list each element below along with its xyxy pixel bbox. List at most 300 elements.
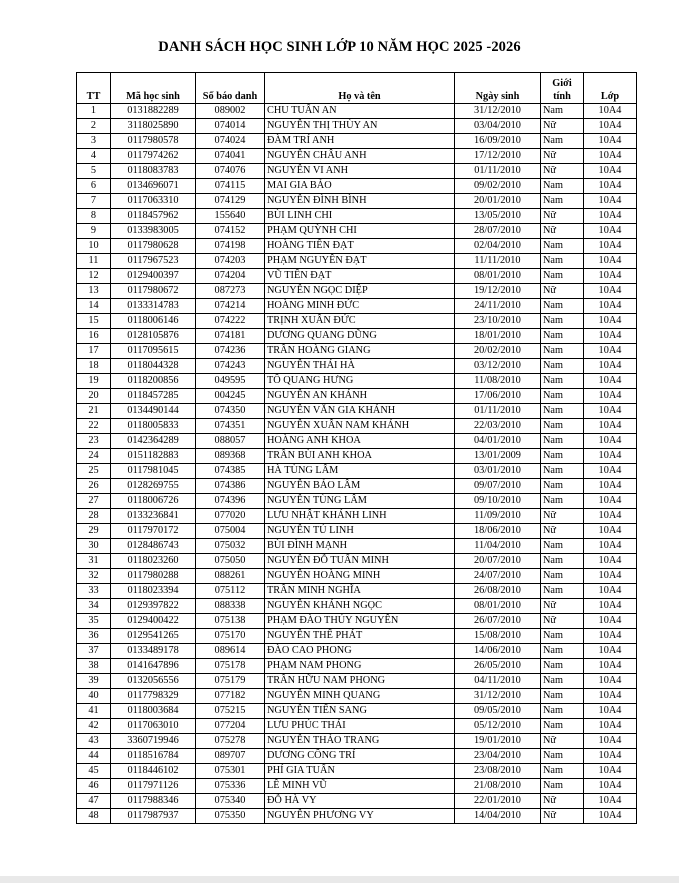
table-row xyxy=(77,719,637,734)
table-row xyxy=(77,524,637,539)
table-row xyxy=(77,419,637,434)
cell-class: 10A4 xyxy=(584,344,637,359)
table-row xyxy=(77,284,637,299)
cell-student-id: 0118083783 xyxy=(111,164,196,179)
cell-full-name: ĐỖ HÀ VY xyxy=(265,794,455,809)
cell-student-id: 0117967523 xyxy=(111,254,196,269)
cell-date-of-birth: 17/12/2010 xyxy=(455,149,541,164)
cell-exam-number: 075032 xyxy=(196,539,265,554)
cell-full-name: NGUYỄN MINH QUANG xyxy=(265,689,455,704)
cell-tt: 5 xyxy=(77,164,111,179)
cell-date-of-birth: 31/12/2010 xyxy=(455,689,541,704)
cell-date-of-birth: 04/01/2010 xyxy=(455,434,541,449)
table-row xyxy=(77,134,637,149)
table-row xyxy=(77,734,637,749)
cell-class: 10A4 xyxy=(584,359,637,374)
cell-gender: Nam xyxy=(541,719,584,734)
cell-class: 10A4 xyxy=(584,809,637,824)
col-header-student-id: Mã học sinh xyxy=(111,73,196,104)
cell-full-name: NGUYỄN TÚ LINH xyxy=(265,524,455,539)
cell-full-name: PHẠM QUỲNH CHI xyxy=(265,224,455,239)
table-row xyxy=(77,569,637,584)
cell-tt: 39 xyxy=(77,674,111,689)
cell-exam-number: 074351 xyxy=(196,419,265,434)
cell-tt: 19 xyxy=(77,374,111,389)
cell-exam-number: 087273 xyxy=(196,284,265,299)
cell-exam-number: 089002 xyxy=(196,104,265,119)
cell-gender: Nam xyxy=(541,539,584,554)
cell-student-id: 0129400397 xyxy=(111,269,196,284)
cell-student-id: 0118516784 xyxy=(111,749,196,764)
cell-full-name: NGUYỄN PHƯƠNG VY xyxy=(265,809,455,824)
cell-student-id: 0117970172 xyxy=(111,524,196,539)
cell-full-name: NGUYỄN XUÂN NAM KHÁNH xyxy=(265,419,455,434)
cell-date-of-birth: 28/07/2010 xyxy=(455,224,541,239)
cell-student-id: 0118023394 xyxy=(111,584,196,599)
cell-date-of-birth: 03/01/2010 xyxy=(455,464,541,479)
cell-gender: Nam xyxy=(541,494,584,509)
cell-tt: 32 xyxy=(77,569,111,584)
table-row xyxy=(77,389,637,404)
table-row xyxy=(77,599,637,614)
cell-gender: Nam xyxy=(541,299,584,314)
cell-gender: Nam xyxy=(541,239,584,254)
cell-exam-number: 074214 xyxy=(196,299,265,314)
cell-student-id: 0117980672 xyxy=(111,284,196,299)
cell-exam-number: 088261 xyxy=(196,569,265,584)
table-row xyxy=(77,299,637,314)
cell-student-id: 0117971126 xyxy=(111,779,196,794)
cell-student-id: 0118023260 xyxy=(111,554,196,569)
cell-class: 10A4 xyxy=(584,674,637,689)
cell-date-of-birth: 20/07/2010 xyxy=(455,554,541,569)
cell-date-of-birth: 24/07/2010 xyxy=(455,569,541,584)
cell-full-name: NGUYỄN NGỌC DIỆP xyxy=(265,284,455,299)
cell-gender: Nam xyxy=(541,314,584,329)
cell-date-of-birth: 18/01/2010 xyxy=(455,329,541,344)
table-row xyxy=(77,764,637,779)
cell-student-id: 0132056556 xyxy=(111,674,196,689)
cell-tt: 21 xyxy=(77,404,111,419)
cell-exam-number: 089368 xyxy=(196,449,265,464)
cell-class: 10A4 xyxy=(584,104,637,119)
cell-class: 10A4 xyxy=(584,749,637,764)
cell-class: 10A4 xyxy=(584,509,637,524)
cell-exam-number: 074152 xyxy=(196,224,265,239)
table-row xyxy=(77,749,637,764)
cell-tt: 7 xyxy=(77,194,111,209)
cell-tt: 40 xyxy=(77,689,111,704)
cell-date-of-birth: 04/11/2010 xyxy=(455,674,541,689)
cell-student-id: 0117063010 xyxy=(111,719,196,734)
page-title: DANH SÁCH HỌC SINH LỚP 10 NĂM HỌC 2025 -2026 xyxy=(158,39,521,55)
cell-full-name: HÀ TÙNG LÂM xyxy=(265,464,455,479)
cell-full-name: CHU TUẤN AN xyxy=(265,104,455,119)
cell-student-id: 0118005833 xyxy=(111,419,196,434)
cell-date-of-birth: 11/11/2010 xyxy=(455,254,541,269)
cell-date-of-birth: 09/02/2010 xyxy=(455,179,541,194)
table-row xyxy=(77,629,637,644)
cell-date-of-birth: 24/11/2010 xyxy=(455,299,541,314)
cell-class: 10A4 xyxy=(584,644,637,659)
cell-tt: 10 xyxy=(77,239,111,254)
cell-class: 10A4 xyxy=(584,179,637,194)
cell-class: 10A4 xyxy=(584,119,637,134)
cell-full-name: MAI GIA BẢO xyxy=(265,179,455,194)
cell-full-name: NGUYỄN TIẾN SANG xyxy=(265,704,455,719)
table-row xyxy=(77,209,637,224)
cell-date-of-birth: 01/11/2010 xyxy=(455,164,541,179)
cell-full-name: NGUYỄN VĂN GIA KHÁNH xyxy=(265,404,455,419)
cell-tt: 23 xyxy=(77,434,111,449)
cell-date-of-birth: 17/06/2010 xyxy=(455,389,541,404)
cell-exam-number: 074350 xyxy=(196,404,265,419)
cell-class: 10A4 xyxy=(584,494,637,509)
cell-class: 10A4 xyxy=(584,599,637,614)
cell-full-name: LƯU NHẬT KHÁNH LINH xyxy=(265,509,455,524)
cell-date-of-birth: 23/10/2010 xyxy=(455,314,541,329)
cell-tt: 29 xyxy=(77,524,111,539)
cell-tt: 46 xyxy=(77,779,111,794)
cell-full-name: BÙI LINH CHI xyxy=(265,209,455,224)
cell-student-id: 0117981045 xyxy=(111,464,196,479)
cell-gender: Nam xyxy=(541,464,584,479)
cell-class: 10A4 xyxy=(584,269,637,284)
cell-student-id: 0129400422 xyxy=(111,614,196,629)
cell-class: 10A4 xyxy=(584,434,637,449)
cell-tt: 18 xyxy=(77,359,111,374)
cell-full-name: NGUYỄN TÙNG LÂM xyxy=(265,494,455,509)
cell-gender: Nam xyxy=(541,449,584,464)
cell-full-name: BÙI ĐÌNH MẠNH xyxy=(265,539,455,554)
cell-full-name: NGUYỄN THÁI HÀ xyxy=(265,359,455,374)
cell-tt: 37 xyxy=(77,644,111,659)
cell-exam-number: 075350 xyxy=(196,809,265,824)
cell-full-name: VŨ TIẾN ĐẠT xyxy=(265,269,455,284)
cell-tt: 24 xyxy=(77,449,111,464)
cell-class: 10A4 xyxy=(584,164,637,179)
table-row xyxy=(77,779,637,794)
cell-student-id: 0134490144 xyxy=(111,404,196,419)
cell-gender: Nữ xyxy=(541,149,584,164)
cell-student-id: 3360719946 xyxy=(111,734,196,749)
table-row xyxy=(77,614,637,629)
cell-class: 10A4 xyxy=(584,584,637,599)
cell-class: 10A4 xyxy=(584,689,637,704)
cell-class: 10A4 xyxy=(584,299,637,314)
cell-gender: Nữ xyxy=(541,209,584,224)
table-row xyxy=(77,434,637,449)
cell-full-name: NGUYỄN VI ANH xyxy=(265,164,455,179)
cell-date-of-birth: 14/06/2010 xyxy=(455,644,541,659)
cell-class: 10A4 xyxy=(584,779,637,794)
cell-student-id: 0117095615 xyxy=(111,344,196,359)
cell-exam-number: 075278 xyxy=(196,734,265,749)
cell-full-name: NGUYỄN AN KHÁNH xyxy=(265,389,455,404)
table-row xyxy=(77,164,637,179)
cell-class: 10A4 xyxy=(584,704,637,719)
cell-gender: Nam xyxy=(541,569,584,584)
cell-class: 10A4 xyxy=(584,764,637,779)
cell-gender: Nam xyxy=(541,704,584,719)
cell-date-of-birth: 22/01/2010 xyxy=(455,794,541,809)
cell-gender: Nam xyxy=(541,779,584,794)
cell-gender: Nữ xyxy=(541,224,584,239)
cell-date-of-birth: 02/04/2010 xyxy=(455,239,541,254)
cell-tt: 6 xyxy=(77,179,111,194)
cell-gender: Nam xyxy=(541,674,584,689)
cell-tt: 34 xyxy=(77,599,111,614)
cell-gender: Nam xyxy=(541,104,584,119)
table-row xyxy=(77,449,637,464)
col-header-full-name: Họ và tên xyxy=(265,73,455,104)
cell-gender: Nữ xyxy=(541,734,584,749)
cell-gender: Nữ xyxy=(541,119,584,134)
cell-class: 10A4 xyxy=(584,464,637,479)
cell-exam-number: 074024 xyxy=(196,134,265,149)
cell-student-id: 0133314783 xyxy=(111,299,196,314)
cell-full-name: HOÀNG TIẾN ĐẠT xyxy=(265,239,455,254)
cell-gender: Nam xyxy=(541,419,584,434)
cell-date-of-birth: 20/01/2010 xyxy=(455,194,541,209)
cell-tt: 20 xyxy=(77,389,111,404)
cell-tt: 33 xyxy=(77,584,111,599)
table-row xyxy=(77,149,637,164)
cell-date-of-birth: 21/08/2010 xyxy=(455,779,541,794)
col-header-gender-line2: tính xyxy=(553,91,571,102)
cell-tt: 25 xyxy=(77,464,111,479)
cell-gender: Nam xyxy=(541,194,584,209)
cell-class: 10A4 xyxy=(584,794,637,809)
cell-gender: Nam xyxy=(541,404,584,419)
table-row xyxy=(77,584,637,599)
cell-gender: Nữ xyxy=(541,809,584,824)
cell-exam-number: 074385 xyxy=(196,464,265,479)
cell-exam-number: 088338 xyxy=(196,599,265,614)
cell-exam-number: 074236 xyxy=(196,344,265,359)
cell-student-id: 0117798329 xyxy=(111,689,196,704)
cell-student-id: 0133489178 xyxy=(111,644,196,659)
cell-student-id: 0118200856 xyxy=(111,374,196,389)
cell-class: 10A4 xyxy=(584,329,637,344)
cell-date-of-birth: 03/04/2010 xyxy=(455,119,541,134)
cell-class: 10A4 xyxy=(584,539,637,554)
cell-tt: 12 xyxy=(77,269,111,284)
table-row xyxy=(77,644,637,659)
cell-tt: 15 xyxy=(77,314,111,329)
table-row xyxy=(77,554,637,569)
cell-gender: Nam xyxy=(541,374,584,389)
cell-exam-number: 089707 xyxy=(196,749,265,764)
cell-tt: 22 xyxy=(77,419,111,434)
cell-student-id: 0118006726 xyxy=(111,494,196,509)
cell-class: 10A4 xyxy=(584,404,637,419)
student-roster-table xyxy=(76,72,637,824)
cell-class: 10A4 xyxy=(584,389,637,404)
cell-date-of-birth: 13/01/2009 xyxy=(455,449,541,464)
cell-exam-number: 074014 xyxy=(196,119,265,134)
cell-full-name: HOÀNG MINH ĐỨC xyxy=(265,299,455,314)
cell-full-name: ĐÀM TRÍ ANH xyxy=(265,134,455,149)
cell-class: 10A4 xyxy=(584,209,637,224)
cell-exam-number: 074198 xyxy=(196,239,265,254)
cell-exam-number: 075178 xyxy=(196,659,265,674)
cell-tt: 11 xyxy=(77,254,111,269)
cell-full-name: NGUYỄN ĐÌNH BÌNH xyxy=(265,194,455,209)
cell-date-of-birth: 31/12/2010 xyxy=(455,104,541,119)
cell-gender: Nữ xyxy=(541,284,584,299)
cell-class: 10A4 xyxy=(584,284,637,299)
cell-student-id: 0117987937 xyxy=(111,809,196,824)
cell-student-id: 0128486743 xyxy=(111,539,196,554)
cell-gender: Nam xyxy=(541,764,584,779)
cell-full-name: NGUYỄN HOÀNG MINH xyxy=(265,569,455,584)
cell-class: 10A4 xyxy=(584,524,637,539)
cell-tt: 35 xyxy=(77,614,111,629)
table-row xyxy=(77,794,637,809)
cell-full-name: NGUYỄN BẢO LÂM xyxy=(265,479,455,494)
cell-tt: 13 xyxy=(77,284,111,299)
cell-student-id: 0128269755 xyxy=(111,479,196,494)
cell-student-id: 0118446102 xyxy=(111,764,196,779)
cell-exam-number: 074041 xyxy=(196,149,265,164)
cell-exam-number: 075112 xyxy=(196,584,265,599)
cell-full-name: TÔ QUANG HƯNG xyxy=(265,374,455,389)
table-row xyxy=(77,224,637,239)
table-row xyxy=(77,359,637,374)
cell-tt: 42 xyxy=(77,719,111,734)
cell-class: 10A4 xyxy=(584,239,637,254)
cell-tt: 31 xyxy=(77,554,111,569)
cell-class: 10A4 xyxy=(584,134,637,149)
cell-date-of-birth: 26/07/2010 xyxy=(455,614,541,629)
cell-tt: 36 xyxy=(77,629,111,644)
cell-exam-number: 074076 xyxy=(196,164,265,179)
cell-full-name: TRẦN HỮU NAM PHONG xyxy=(265,674,455,689)
cell-exam-number: 075301 xyxy=(196,764,265,779)
cell-gender: Nam xyxy=(541,254,584,269)
cell-class: 10A4 xyxy=(584,569,637,584)
cell-gender: Nam xyxy=(541,359,584,374)
table-row xyxy=(77,404,637,419)
cell-tt: 16 xyxy=(77,329,111,344)
cell-student-id: 0133983005 xyxy=(111,224,196,239)
cell-exam-number: 075179 xyxy=(196,674,265,689)
cell-gender: Nữ xyxy=(541,164,584,179)
cell-date-of-birth: 19/01/2010 xyxy=(455,734,541,749)
cell-class: 10A4 xyxy=(584,314,637,329)
cell-date-of-birth: 23/08/2010 xyxy=(455,764,541,779)
cell-student-id: 0131882289 xyxy=(111,104,196,119)
cell-student-id: 0118003684 xyxy=(111,704,196,719)
cell-student-id: 0129397822 xyxy=(111,599,196,614)
cell-exam-number: 155640 xyxy=(196,209,265,224)
viewer-bottom-strip xyxy=(0,876,679,883)
cell-exam-number: 077182 xyxy=(196,689,265,704)
cell-date-of-birth: 26/08/2010 xyxy=(455,584,541,599)
cell-gender: Nam xyxy=(541,479,584,494)
cell-exam-number: 074396 xyxy=(196,494,265,509)
cell-tt: 1 xyxy=(77,104,111,119)
cell-class: 10A4 xyxy=(584,254,637,269)
cell-tt: 3 xyxy=(77,134,111,149)
cell-full-name: TRẦN HOÀNG GIANG xyxy=(265,344,455,359)
cell-student-id: 0128105876 xyxy=(111,329,196,344)
cell-date-of-birth: 16/09/2010 xyxy=(455,134,541,149)
cell-full-name: NGUYỄN THẢO TRANG xyxy=(265,734,455,749)
cell-student-id: 0134696071 xyxy=(111,179,196,194)
cell-student-id: 0118006146 xyxy=(111,314,196,329)
cell-exam-number: 075170 xyxy=(196,629,265,644)
cell-date-of-birth: 19/12/2010 xyxy=(455,284,541,299)
cell-tt: 41 xyxy=(77,704,111,719)
table-row xyxy=(77,254,637,269)
table-row xyxy=(77,329,637,344)
cell-tt: 45 xyxy=(77,764,111,779)
table-row xyxy=(77,119,637,134)
cell-class: 10A4 xyxy=(584,194,637,209)
cell-exam-number: 075340 xyxy=(196,794,265,809)
cell-gender: Nữ xyxy=(541,599,584,614)
cell-exam-number: 075004 xyxy=(196,524,265,539)
cell-class: 10A4 xyxy=(584,614,637,629)
cell-full-name: DƯƠNG CÔNG TRÍ xyxy=(265,749,455,764)
table-row xyxy=(77,194,637,209)
cell-student-id: 0117988346 xyxy=(111,794,196,809)
cell-gender: Nữ xyxy=(541,794,584,809)
cell-class: 10A4 xyxy=(584,629,637,644)
table-row xyxy=(77,539,637,554)
cell-tt: 27 xyxy=(77,494,111,509)
cell-student-id: 0129541265 xyxy=(111,629,196,644)
cell-gender: Nam xyxy=(541,269,584,284)
table-header-row xyxy=(77,73,637,104)
table-body xyxy=(77,104,637,824)
cell-full-name: TRẦN MINH NGHĨA xyxy=(265,584,455,599)
cell-exam-number: 088057 xyxy=(196,434,265,449)
cell-full-name: PHẠM NAM PHONG xyxy=(265,659,455,674)
cell-full-name: TRỊNH XUÂN ĐỨC xyxy=(265,314,455,329)
cell-gender: Nam xyxy=(541,584,584,599)
cell-date-of-birth: 08/01/2010 xyxy=(455,269,541,284)
cell-class: 10A4 xyxy=(584,659,637,674)
cell-exam-number: 074181 xyxy=(196,329,265,344)
cell-full-name: ĐÀO CAO PHONG xyxy=(265,644,455,659)
cell-student-id: 0142364289 xyxy=(111,434,196,449)
cell-tt: 47 xyxy=(77,794,111,809)
cell-gender: Nam xyxy=(541,434,584,449)
cell-class: 10A4 xyxy=(584,449,637,464)
cell-date-of-birth: 15/08/2010 xyxy=(455,629,541,644)
cell-date-of-birth: 05/12/2010 xyxy=(455,719,541,734)
table-row xyxy=(77,269,637,284)
cell-tt: 44 xyxy=(77,749,111,764)
cell-full-name: NGUYỄN KHÁNH NGỌC xyxy=(265,599,455,614)
cell-full-name: NGUYỄN THẾ PHÁT xyxy=(265,629,455,644)
table-row xyxy=(77,509,637,524)
cell-date-of-birth: 08/01/2010 xyxy=(455,599,541,614)
cell-student-id: 0117974262 xyxy=(111,149,196,164)
cell-exam-number: 049595 xyxy=(196,374,265,389)
col-header-exam-number: Số báo danh xyxy=(196,73,265,104)
cell-gender: Nam xyxy=(541,749,584,764)
cell-tt: 26 xyxy=(77,479,111,494)
cell-date-of-birth: 11/04/2010 xyxy=(455,539,541,554)
cell-gender: Nam xyxy=(541,689,584,704)
cell-full-name: PHÍ GIA TUẤN xyxy=(265,764,455,779)
cell-gender: Nam xyxy=(541,329,584,344)
cell-exam-number: 074129 xyxy=(196,194,265,209)
